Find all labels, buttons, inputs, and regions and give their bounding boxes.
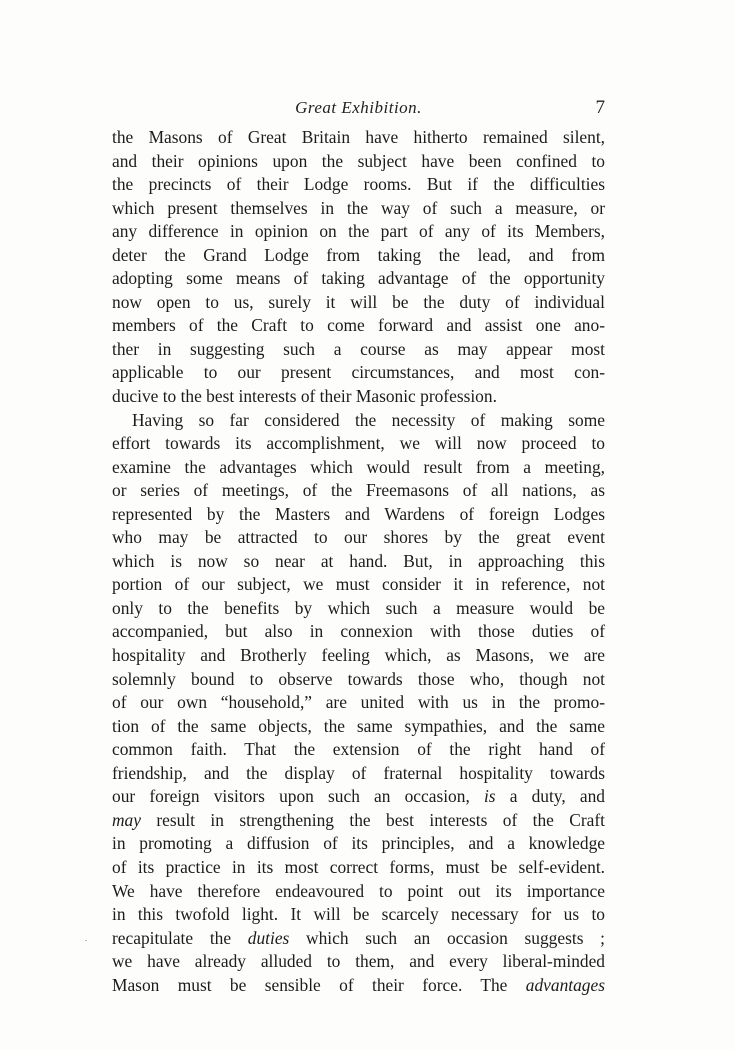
text-line: adopting some means of taking advantage of the opportunity bbox=[112, 268, 605, 289]
italic-text: may bbox=[112, 809, 141, 830]
text-segment: result in strengthening the best interests of the Craft bbox=[140, 809, 605, 830]
text-line: ther in suggesting such a course as may appear most bbox=[112, 338, 605, 359]
text-line bbox=[112, 927, 605, 951]
running-head bbox=[112, 98, 605, 122]
text-line: ducive to the best interests of their Masonic profession. bbox=[112, 386, 497, 407]
text-line: friendship, and the display of fraternal hospitality towards bbox=[112, 762, 605, 783]
text-segment: a duty, and bbox=[495, 786, 605, 807]
text-line: common faith. That the extension of the right hand of bbox=[112, 739, 605, 760]
italic-text: duties bbox=[247, 927, 290, 948]
text-segment: recapitulate the bbox=[112, 927, 248, 948]
text-line: accompanied, but also in connexion with those duties of bbox=[112, 621, 605, 642]
text-segment: which such an occasion suggests ; bbox=[289, 927, 605, 948]
text-line: the precincts of their Lodge rooms. But if the difficulties bbox=[112, 174, 605, 195]
text-line: examine the advantages which would result from a meeting, bbox=[112, 456, 605, 477]
text-line: and their opinions upon the subject have been confined to bbox=[112, 150, 605, 171]
text-line-paragraph-start: Having so far considered the necessity of making some bbox=[132, 409, 605, 430]
text-line bbox=[112, 974, 605, 998]
text-line: of its practice in its most correct forms, must be self-evident. bbox=[112, 856, 605, 877]
text-line: tion of the same objects, the same sympathies, and the same bbox=[112, 715, 605, 736]
text-line: we have already alluded to them, and every liberal-minded bbox=[112, 951, 605, 972]
text-line: now open to us, surely it will be the duty of individual bbox=[112, 291, 605, 312]
text-line: hospitality and Brotherly feeling which, as Masons, we are bbox=[112, 645, 605, 666]
text-line: represented by the Masters and Wardens of foreign Lodges bbox=[112, 503, 605, 524]
text-line: in this twofold light. It will be scarcely necessary for us to bbox=[112, 904, 605, 925]
text-segment: Mason must be sensible of their force. The bbox=[112, 974, 526, 995]
text-line: portion of our subject, we must consider it in reference, not bbox=[112, 574, 605, 595]
text-segment: our foreign visitors upon such an occasion, bbox=[112, 786, 484, 807]
text-line: deter the Grand Lodge from taking the lead, and from bbox=[112, 244, 605, 265]
text-line: effort towards its accomplishment, we will now proceed to bbox=[112, 433, 605, 454]
text-line bbox=[112, 809, 605, 833]
text-line: only to the benefits by which such a measure would be bbox=[112, 597, 605, 618]
text-line bbox=[112, 785, 605, 809]
text-line: solemnly bound to observe towards those who, though not bbox=[112, 668, 605, 689]
margin-mark bbox=[85, 940, 87, 941]
text-line: members of the Craft to come forward and assist one ano- bbox=[112, 315, 605, 336]
text-line: applicable to our present circumstances, and most con- bbox=[112, 362, 605, 383]
italic-text: is bbox=[483, 786, 496, 807]
body-text bbox=[112, 126, 605, 997]
running-title: Great Exhibition. bbox=[295, 98, 422, 117]
text-line: any difference in opinion on the part of any of its Members, bbox=[112, 221, 605, 242]
text-line: or series of meetings, of the Freemasons of all nations, as bbox=[112, 480, 605, 501]
text-line: of our own “household,” are united with us in the promo- bbox=[112, 692, 605, 713]
text-line: which present themselves in the way of such a measure, or bbox=[112, 197, 605, 218]
text-line: in promoting a diffusion of its principles, and a knowledge bbox=[112, 833, 605, 854]
text-line: We have therefore endeavoured to point out its importance bbox=[112, 880, 605, 901]
page-number: 7 bbox=[595, 97, 605, 118]
text-line: which is now so near at hand. But, in approaching this bbox=[112, 550, 605, 571]
text-line: the Masons of Great Britain have hitherto remained silent, bbox=[112, 127, 605, 147]
italic-text: advantages bbox=[525, 974, 605, 995]
text-line: who may be attracted to our shores by the great event bbox=[112, 527, 605, 548]
